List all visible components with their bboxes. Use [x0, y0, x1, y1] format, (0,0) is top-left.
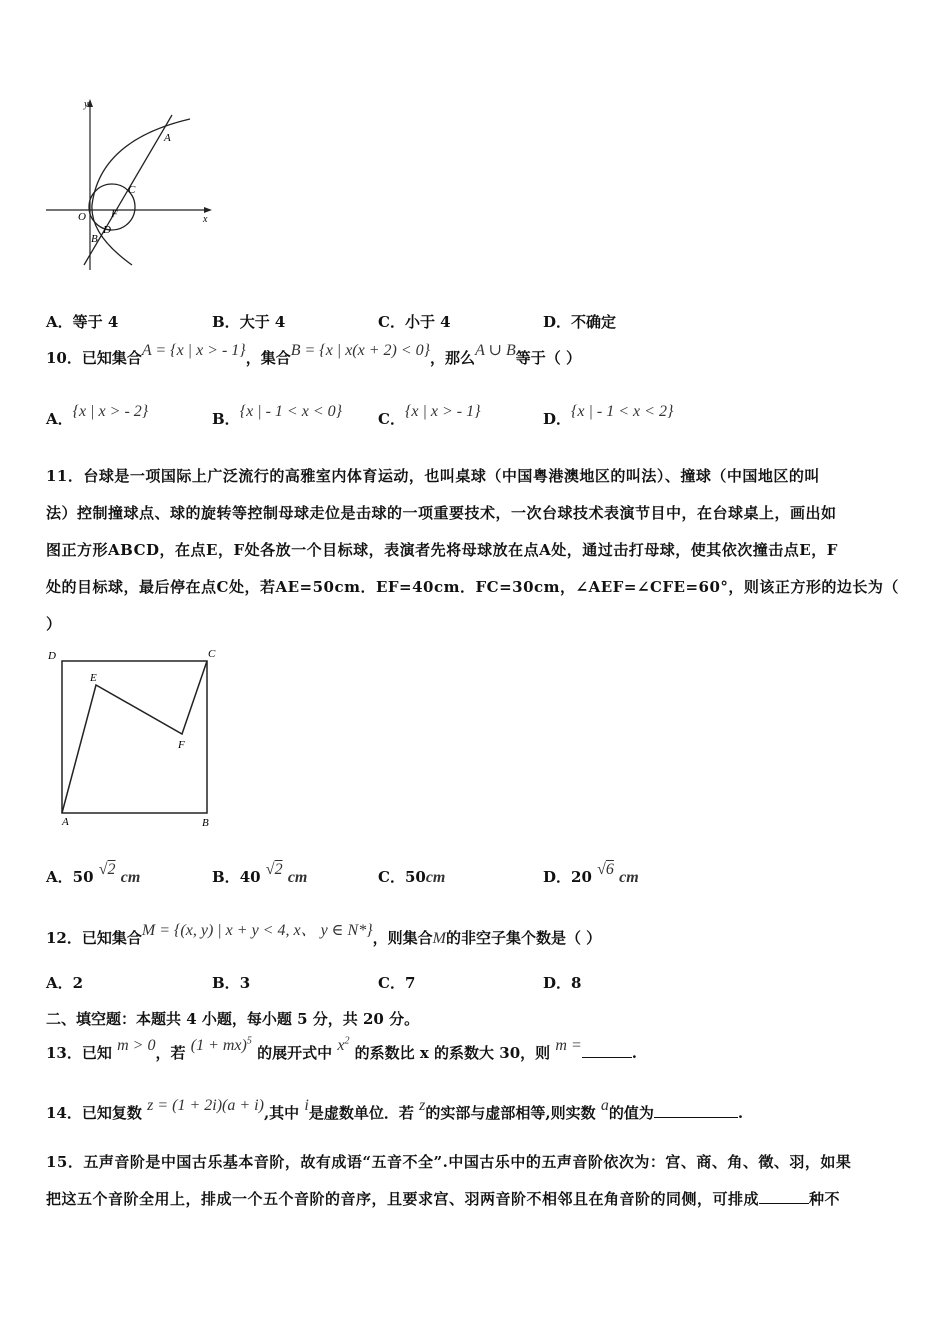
vertex-c-label: C: [208, 648, 216, 660]
q11-option-a: A．50 √2 cm: [46, 861, 141, 886]
q12-option-c: C．7: [378, 974, 416, 992]
q15-line-2: 把这五个音阶全用上，排成一个五个音阶的音序，且要求宫、羽两音阶不相邻且在角音阶的同侧，可排成 种不: [46, 1190, 841, 1208]
q9-option-b: B．大于 4: [212, 313, 286, 331]
x-axis-label: x: [203, 214, 208, 225]
question-12: 12．已知集合M = {(x, y) | x + y < 4, x、 y ∈ N*}，则集合M的非空子集个数是（ ）: [46, 922, 602, 947]
y-axis-label: y: [84, 99, 89, 110]
vertex-b-label: B: [202, 817, 209, 829]
question-10: 10．已知集合A = {x | x > - 1}，集合B = {x | x(x + 2) < 0}，那么A ∪ B等于（ ）: [46, 342, 581, 367]
q11-line-2: 法）控制撞球点、球的旋转等控制母球走位是击球的一项重要技术，一次台球技术表演节目中，在台球桌上，画出如: [46, 504, 837, 522]
q11-line-5: ）: [46, 615, 62, 633]
parabola-circle-figure: [40, 95, 220, 275]
question-14: 14．已知复数 z = (1 + 2i)(a + i),其中 i是虚数单位．若 z的实部与虚部相等,则实数 a的值为 .: [46, 1097, 744, 1122]
q10-option-c: C．{x | x > - 1}: [378, 403, 481, 428]
q11-option-d: D．20 √6 cm: [543, 861, 639, 886]
point-e-label: E: [90, 672, 97, 684]
q15-line-1: 15．五声音阶是中国古乐基本音阶，故有成语“五音不全”.中国古乐中的五声音阶依次为：宫、商、角、徵、羽，如果: [46, 1153, 852, 1171]
q10-option-a: A．{x | x > - 2}: [46, 403, 149, 428]
q12-option-d: D．8: [543, 974, 582, 992]
q9-option-d: D．不确定: [543, 313, 617, 331]
origin-label: O: [78, 211, 86, 223]
vertex-d-label: D: [48, 650, 56, 662]
q11-line-1: 11．台球是一项国际上广泛流行的高雅室内体育运动，也叫桌球（中国粤港澳地区的叫法）、撞球（中国地区的叫: [46, 467, 820, 485]
point-a-label: A: [164, 132, 171, 144]
q12-option-a: A．2: [46, 974, 84, 992]
point-b-label: B: [91, 233, 98, 245]
q11-option-c: C．50cm: [378, 868, 446, 886]
q11-line-3: 图正方形ABCD，在点E，F处各放一个目标球，表演者先将母球放在点A处，通过击打母球，使其依次撞击点E，F: [46, 541, 838, 559]
point-c-label: C: [128, 184, 136, 196]
q10-option-b: B．{x | - 1 < x < 0}: [212, 403, 343, 428]
point-f-label: F: [111, 208, 118, 220]
question-13: 13．已知 m > 0，若 (1 + mx)$^5$ 的展开式中 $x^2$ 的系数比 x 的系数大 30，则 m = .: [46, 1035, 637, 1062]
q11-line-4: 处的目标球，最后停在点C处，若AE=50cm．EF=40cm．FC=30cm，∠AEF=∠CFE=60°，则该正方形的边长为（: [46, 578, 899, 596]
point-d-label: D: [103, 224, 111, 236]
section-2-heading: 二、填空题：本题共 4 小题，每小题 5 分，共 20 分。: [46, 1010, 420, 1028]
q9-option-c: C．小于 4: [378, 313, 451, 331]
vertex-a-label: A: [62, 816, 69, 828]
square-abcd-figure: [44, 645, 234, 835]
q11-option-b: B．40 √2 cm: [212, 861, 308, 886]
point-f-label-q11: F: [178, 739, 185, 751]
q10-option-d: D．{x | - 1 < x < 2}: [543, 403, 674, 428]
q12-option-b: B．3: [212, 974, 251, 992]
q9-option-a: A．等于 4: [46, 313, 119, 331]
